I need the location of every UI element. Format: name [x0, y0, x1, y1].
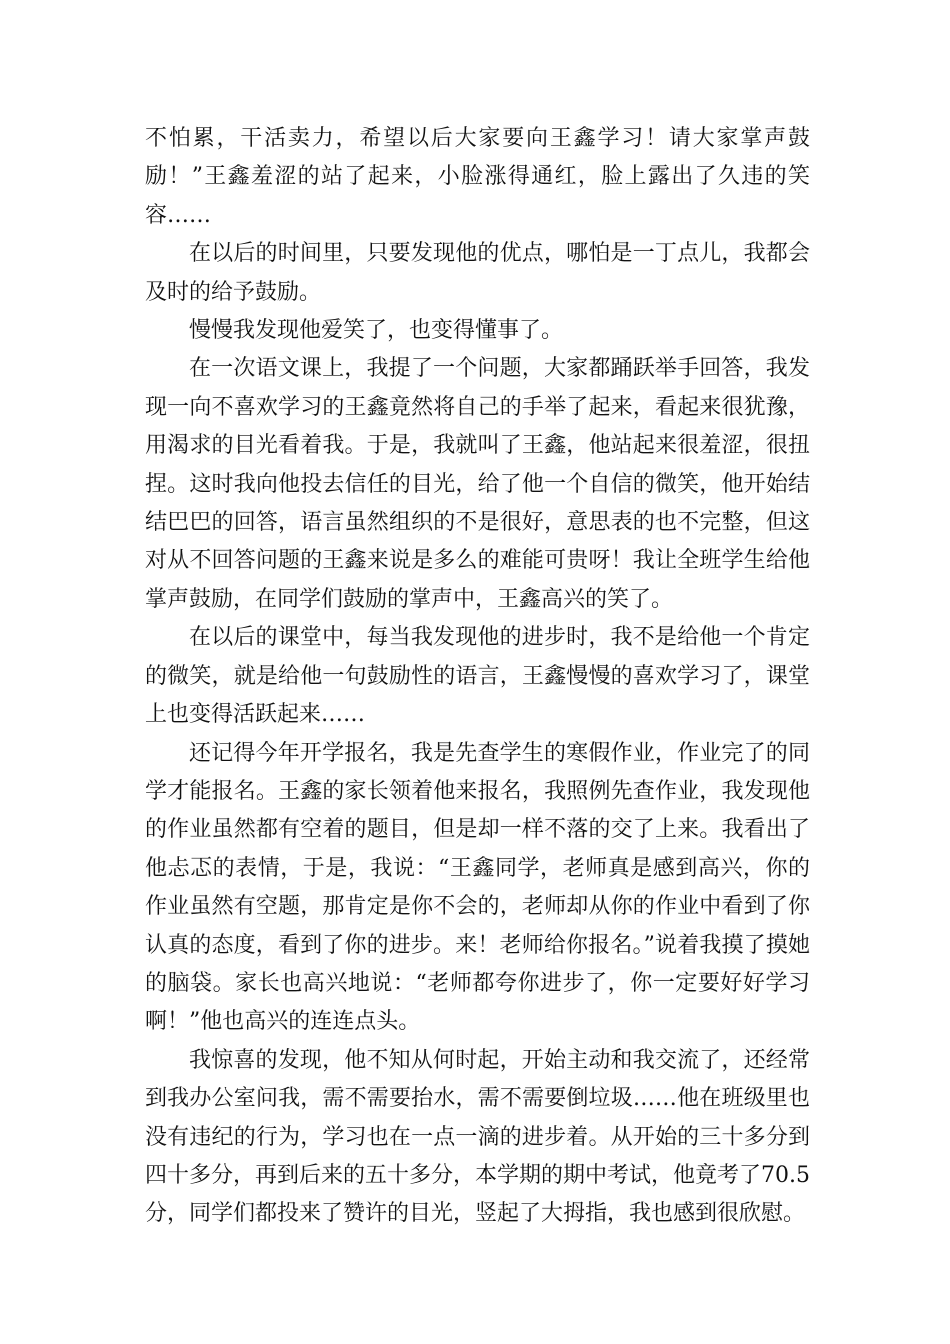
paragraph-continued: 不怕累，干活卖力，希望以后大家要向王鑫学习！请大家掌声鼓励！”王鑫羞涩的站了起来，小脸涨得通红，脸上露出了久违的笑容…… [145, 126, 810, 228]
paragraph-chinese-class: 在一次语文课上，我提了一个问题，大家都踊跃举手回答，我发现一向不喜欢学习的王鑫竟然将自己的手举了起来，看起来很犹豫，用渴求的目光看着我。于是，我就叫了王鑫，他站起来很羞涩，很扭捏。这时我向他投去信任的目光，给了他一个自信的微笑，他开始结结巴巴的回答，语言虽然组织的不是很好，意思表的也不完整，但这对从不回答问题的王鑫来说是多么的难能可贵呀！我让全班学生给他掌声鼓励，在同学们鼓励的掌声中，王鑫高兴的笑了。 [145, 356, 810, 612]
paragraph-change: 慢慢我发现他爱笑了，也变得懂事了。 [189, 318, 564, 344]
paragraph-encouragement: 在以后的时间里，只要发现他的优点，哪怕是一丁点儿，我都会及时的给予鼓励。 [145, 241, 810, 305]
paragraph-progress: 我惊喜的发现，他不知从何时起，开始主动和我交流了，还经常到我办公室问我，需不需要抬水，需不需要倒垃圾……他在班级里也没有违纪的行为，学习也在一点一滴的进步着。从开始的三十多分到四十多分，再到后来的五十多分，本学期的期中考试，他竟考了70.5分，同学们都投来了赞许的目光，竖起了大拇指，我也感到很欣慰。 [145, 1047, 810, 1227]
paragraph-classroom: 在以后的课堂中，每当我发现他的进步时，我不是给他一个肯定的微笑，就是给他一句鼓励性的语言，王鑫慢慢的喜欢学习了，课堂上也变得活跃起来…… [145, 625, 810, 728]
document-body [145, 120, 810, 1234]
paragraph-registration: 还记得今年开学报名，我是先查学生的寒假作业，作业完了的同学才能报名。王鑫的家长领着他来报名，我照例先查作业，我发现他的作业虽然都有空着的题目，但是却一样不落的交了上来。我看出了他忐忑的表情，于是，我说：“王鑫同学，老师真是感到高兴，你的作业虽然有空题，那肯定是你不会的，老师却从你的作业中看到了你认真的态度，看到了你的进步。来！老师给你报名。”说着我摸了摸她的脑袋。家长也高兴地说：“老师都夸你进步了，你一定要好好学习啊！”他也高兴的连连点头。 [145, 740, 810, 1035]
